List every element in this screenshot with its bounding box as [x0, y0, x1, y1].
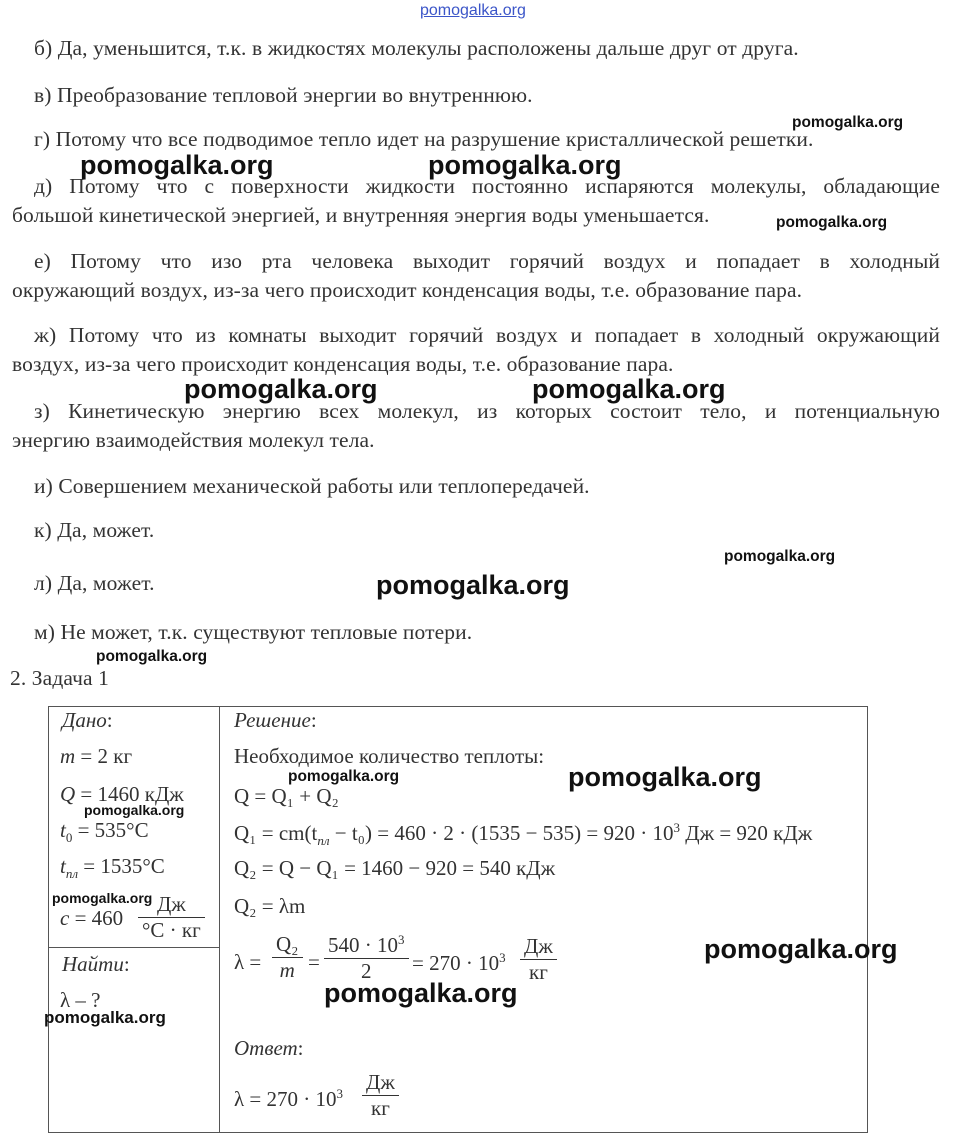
- watermark: pomogalka.org: [568, 762, 762, 792]
- solution-eq2: $Q_1 = cm(t_{пл} - t_0) = 460 \cdot 2 \cdot (1535 - 535) = 920 \cdot 10^3$ Дж = 920 кДж: [234, 820, 813, 849]
- watermark: pomogalka.org: [52, 890, 153, 906]
- solution-eq5-lhs: λ =: [234, 950, 262, 974]
- answer-d-line2: большой кинетической энергией, и внутренняя энергия воды уменьшается.: [12, 203, 710, 227]
- watermark: pomogalka.org: [96, 648, 208, 665]
- given-heat: Q = 1460 кДж: [60, 782, 184, 806]
- answer-i: и) Совершением механической работы или теплопередачей.: [34, 474, 590, 498]
- given-label: Дано:: [62, 708, 113, 732]
- answer-unit: Дж кг: [362, 1070, 399, 1121]
- answer-b: б) Да, уменьшится, т.к. в жидкостях молекулы расположены дальше друг от друга.: [34, 36, 799, 60]
- watermark: pomogalka.org: [376, 570, 570, 600]
- watermark: pomogalka.org: [288, 768, 400, 785]
- watermark: pomogalka.org: [792, 114, 904, 131]
- answer-l: л) Да, может.: [34, 571, 155, 595]
- solution-eq4: Q₂ = λm: [234, 894, 306, 918]
- watermark: pomogalka.org: [80, 150, 274, 180]
- answer-z-line2: энергию взаимодействия молекул тела.: [12, 428, 375, 452]
- answer-label: Ответ:: [234, 1036, 304, 1060]
- watermark: pomogalka.org: [532, 374, 726, 404]
- given-c: c = 460: [60, 906, 124, 930]
- answer-e-line1: е) Потому что изо рта человека выходит горячий воздух и попадает в холодный: [34, 249, 940, 273]
- solution-eq3: Q₂ = Q − Q₁ = 1460 − 920 = 540 кДж: [234, 856, 556, 880]
- answer-m: м) Не может, т.к. существуют тепловые потери.: [34, 620, 473, 644]
- solution-intro: Необходимое количество теплоты:: [234, 744, 545, 768]
- table-divider-vertical: [219, 706, 220, 1132]
- given-c-unit: Дж °C · кг: [138, 892, 205, 943]
- solution-eq5-frac2: $\frac{540 \cdot 10^3}{2}$: [324, 932, 409, 984]
- solution-eq5-result: = $270 \cdot 10^3$: [412, 950, 506, 975]
- watermark: pomogalka.org: [428, 150, 622, 180]
- answer-k: к) Да, может.: [34, 518, 155, 542]
- find-label: Найти:: [62, 952, 130, 976]
- answer-value: $\lambda = 270 \cdot 10^3$: [234, 1086, 344, 1111]
- find-value: λ – ?: [60, 988, 101, 1012]
- solution-eq5-unit: Дж кг: [520, 934, 557, 985]
- given-tpl: $t_{пл} = 1535^\circ C$: [60, 854, 165, 882]
- solution-eq1: Q = Q₁ + Q₂: [234, 784, 339, 808]
- answer-zh-line2: воздух, из-за чего происходит конденсация воды, т.е. образование пара.: [12, 352, 674, 376]
- watermark-top: pomogalka.org: [420, 2, 526, 19]
- answer-e-line2: окружающий воздух, из-за чего происходит конденсация воды, т.е. образование пара.: [12, 278, 803, 302]
- watermark: pomogalka.org: [44, 1008, 166, 1027]
- watermark: pomogalka.org: [84, 802, 185, 818]
- watermark: pomogalka.org: [724, 548, 836, 565]
- table-divider-horizontal: [48, 947, 220, 948]
- task-title: 2. Задача 1: [10, 666, 110, 690]
- given-mass: m = 2 кг: [60, 744, 133, 768]
- watermark: pomogalka.org: [184, 374, 378, 404]
- watermark: pomogalka.org: [776, 214, 888, 231]
- answer-v: в) Преобразование тепловой энергии во внутреннюю.: [34, 83, 533, 107]
- solution-eq5-eq: =: [308, 950, 320, 974]
- watermark: pomogalka.org: [704, 934, 898, 964]
- given-t0: $t_0 = 535^\circ C$: [60, 818, 149, 846]
- watermark: pomogalka.org: [324, 978, 518, 1008]
- answer-zh-line1: ж) Потому что из комнаты выходит горячий воздух и попадает в холодный окружающий: [34, 323, 940, 347]
- answer-g: г) Потому что все подводимое тепло идет на разрушение кристаллической решетки.: [34, 127, 814, 151]
- answer-z-line1: з) Кинетическую энергию всех молекул, из которых состоит тело, и потенциальную: [34, 399, 940, 423]
- answer-d-line1: д) Потому что с поверхности жидкости постоянно испаряются молекулы, обладающие: [34, 174, 940, 198]
- solution-eq5-frac1: $\frac{\text{Q₂}}{m}$: [272, 932, 303, 983]
- solution-label: Решение:: [234, 708, 317, 732]
